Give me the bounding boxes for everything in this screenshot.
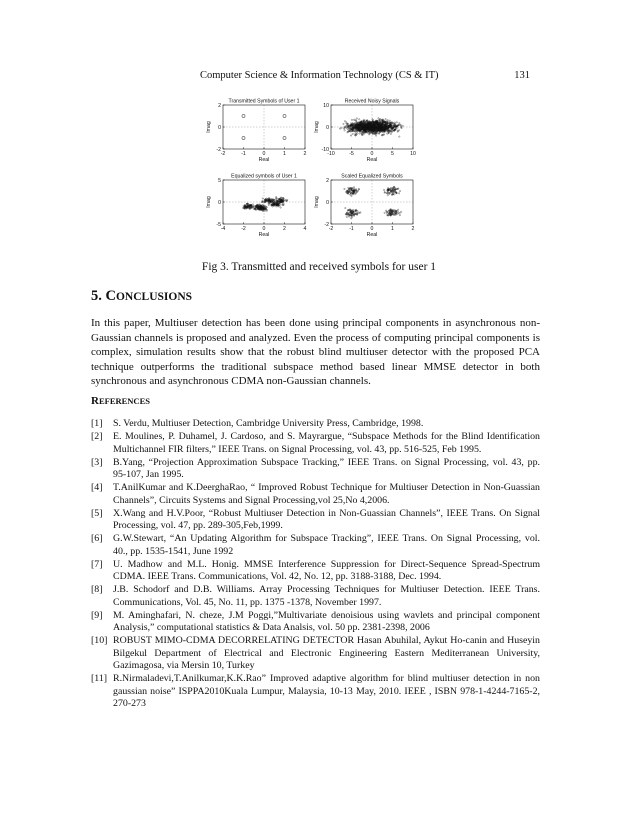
subplot-title: Equalized symbols of User 1 — [231, 173, 297, 180]
x-tick-label: 1 — [283, 151, 286, 157]
y-tick-label: -2 — [324, 221, 329, 228]
data-point — [375, 135, 376, 136]
y-tick-label: 0 — [218, 124, 221, 131]
data-point — [346, 125, 347, 126]
data-point — [346, 216, 347, 217]
data-point — [341, 127, 342, 128]
data-point — [387, 195, 388, 196]
data-point — [252, 204, 253, 205]
reference-item — [91, 584, 540, 609]
data-point — [397, 131, 398, 132]
data-point — [389, 120, 390, 121]
y-axis-label: Imag — [206, 196, 212, 208]
reference-number: [7] — [91, 558, 103, 570]
data-point — [383, 189, 384, 190]
reference-item — [91, 508, 540, 533]
x-tick-label: 0 — [262, 151, 266, 157]
data-point — [397, 209, 398, 210]
data-point — [348, 187, 349, 188]
x-tick-label: 10 — [410, 151, 416, 157]
journal-title: Computer Science & Information Technology (CS & IT) — [200, 70, 439, 81]
data-point — [378, 118, 379, 119]
reference-item — [91, 559, 540, 584]
point-cluster — [344, 187, 360, 197]
data-point — [397, 213, 398, 214]
data-point — [384, 212, 385, 213]
data-point — [390, 133, 391, 134]
data-point — [283, 203, 284, 204]
y-tick-label: 2 — [326, 177, 329, 184]
data-point — [359, 119, 360, 120]
y-tick-label: 2 — [218, 102, 221, 109]
page-number: 131 — [514, 70, 530, 81]
data-point — [344, 130, 345, 131]
data-point — [388, 211, 389, 212]
data-point — [350, 135, 351, 136]
data-point — [351, 195, 352, 196]
point-cluster — [384, 208, 402, 216]
x-tick-label: -10 — [327, 151, 335, 157]
data-point — [283, 114, 286, 117]
data-point — [353, 119, 354, 120]
y-axis-label: Imag — [206, 121, 212, 133]
conclusions-paragraph: In this paper, Multiuser detection has been done using principal components in asynchronous non-Gaussian channels is proposed and analyzed. Even the process of computing principal components is complex, simulation results show that the robust blind multiuser detector with the proposed PCA technique outperforms the traditional subspace method based linear MMSE detector in both synchronous and asynchronous CDMA non-Gaussian channels. — [91, 317, 540, 388]
subplot-title: Received Noisy Signals — [344, 98, 400, 105]
data-point — [396, 122, 397, 123]
data-point — [283, 136, 286, 139]
data-point — [351, 119, 352, 120]
reference-item — [91, 673, 540, 711]
references-title-initial: R — [91, 395, 99, 407]
x-tick-label: 4 — [303, 226, 307, 232]
reference-item — [91, 482, 540, 507]
y-axis-label: Imag — [314, 196, 320, 208]
reference-number: [11] — [91, 673, 108, 684]
reference-text: B.Yang, “Projection Approximation Subspace Tracking,” IEEE Trans. on Signal Processing, vol. 43, pp. 95-107, Jan 1995. — [113, 456, 540, 480]
reference-number: [1] — [91, 418, 103, 429]
data-point — [363, 133, 364, 134]
data-point — [385, 118, 386, 119]
point-cluster — [383, 186, 400, 196]
reference-item — [91, 635, 540, 673]
data-point — [343, 123, 344, 124]
data-point — [350, 123, 351, 124]
reference-text: S. Verdu, Multiuser Detection, Cambridge University Press, Cambridge, 1998. — [113, 418, 424, 429]
reference-item — [91, 457, 540, 482]
references-heading — [91, 395, 150, 407]
y-tick-label: 5 — [218, 177, 221, 184]
reference-number: [6] — [91, 533, 103, 544]
reference-text: G.W.Stewart, “An Updating Algorithm for Subspace Tracking”, IEEE Trans. On Signal Processing, vol. 40., pp. 1535-1541, June 1992 — [113, 533, 540, 557]
data-point — [242, 136, 245, 139]
y-tick-label: 0 — [218, 199, 221, 206]
x-tick-label: 0 — [262, 226, 266, 232]
section-title-rest: ONCLUSIONS — [115, 291, 193, 303]
x-tick-label: 2 — [303, 151, 307, 157]
reference-text: U. Madhow and M.L. Honig. MMSE Interference Suppression for Direct-Sequence Spread-Spectrum CDMA. IEEE Trans. Communications, Vol. 42, No. 12, pp. 3188-3188, Dec. 1994. — [113, 558, 540, 582]
x-tick-label: -5 — [349, 151, 354, 157]
data-point — [280, 207, 281, 208]
x-tick-label: -2 — [241, 226, 246, 232]
data-point — [399, 214, 400, 215]
data-point — [399, 212, 400, 213]
x-tick-label: 5 — [391, 151, 394, 157]
data-point — [357, 190, 358, 191]
data-point — [388, 193, 389, 194]
data-point — [401, 211, 402, 212]
x-tick-label: -2 — [220, 151, 226, 157]
reference-number: [8] — [91, 584, 103, 595]
x-tick-label: 0 — [370, 226, 374, 232]
reference-item — [91, 533, 540, 558]
reference-number: [5] — [91, 507, 103, 519]
x-axis-label: Real — [258, 232, 270, 238]
figure-caption: Fig 3. Transmitted and received symbols for user 1 — [201, 261, 437, 273]
data-point — [266, 210, 267, 211]
data-point — [275, 196, 276, 197]
data-point — [268, 197, 269, 198]
symbols-figure — [195, 90, 435, 250]
y-tick-label: 0 — [326, 199, 329, 206]
reference-text: X.Wang and H.V.Poor, “Robust Multiuser Detection in Non-Guassian Channels”, IEEE Trans. On Signal Processing, vol. 47, pp. 289-305,Feb,1999. — [113, 507, 540, 531]
data-point — [339, 128, 340, 129]
data-point — [262, 198, 263, 199]
reference-text: E. Moulines, P. Duhamel, J. Cardoso, and S. Mayrargue, “Subspace Methods for the Blind Identification Multichannel FIR filters,” IEEE Trans. on Signal Processing, vol. 43, pp. 516-525, Feb 1995. — [113, 431, 540, 455]
section-title-initial: C — [105, 288, 116, 304]
data-point — [398, 193, 399, 194]
x-tick-label: 1 — [391, 226, 394, 232]
data-point — [352, 133, 353, 134]
reference-item — [91, 418, 540, 431]
reference-number: [10] — [91, 635, 108, 646]
point-cluster — [242, 203, 254, 210]
y-tick-label: 0 — [326, 124, 329, 131]
point-cluster — [345, 207, 361, 219]
x-tick-label: -1 — [349, 226, 354, 232]
x-tick-label: 2 — [411, 226, 415, 232]
data-point — [344, 121, 345, 122]
data-point — [399, 190, 400, 191]
data-point — [398, 130, 399, 131]
y-tick-label: -10 — [321, 146, 329, 153]
data-point — [359, 133, 360, 134]
reference-text: M. Aminghafari, N. cheze, J.M Poggi,”Multivariate denoisious using wavlets and principal component Analysis,” computational statistics & Data Analsis, vol. 50 pp. 2381-2398, 2006 — [113, 609, 540, 633]
data-point — [368, 134, 369, 135]
subplot-title: Scaled Equalized Symbols — [341, 173, 403, 180]
subplot-title: Transmitted Symbols of User 1 — [228, 98, 300, 105]
point-cluster — [339, 118, 403, 138]
y-axis-label: Imag — [314, 121, 320, 133]
data-point — [402, 125, 403, 126]
data-point — [394, 214, 395, 215]
data-point — [344, 188, 345, 189]
x-tick-label: -4 — [220, 226, 226, 232]
x-tick-label: 2 — [283, 226, 286, 232]
reference-number: [3] — [91, 456, 103, 468]
references-list — [91, 418, 540, 711]
data-point — [348, 216, 349, 217]
y-tick-label: -5 — [216, 221, 221, 228]
data-point — [372, 133, 373, 134]
reference-item — [91, 610, 540, 635]
reference-text: ROBUST MIMO-CDMA DECORRELATING DETECTOR Hasan Abuhilal, Aykut Ho-canin and Huseyin Bilgekul Department of Electrical and Electronic Engineering Eastern Mediterranean University, Gazimagosa, via Mersin 10, Turkey — [113, 635, 540, 671]
x-tick-label: 0 — [370, 151, 374, 157]
x-tick-label: -1 — [241, 151, 246, 157]
y-tick-label: -2 — [216, 146, 221, 153]
y-tick-label: 10 — [323, 102, 329, 109]
data-point — [266, 198, 267, 199]
references-title-rest: EFERENCES — [98, 396, 150, 406]
data-point — [399, 136, 400, 137]
x-axis-label: Real — [366, 157, 378, 163]
x-tick-label: -2 — [328, 226, 334, 232]
reference-number: [2] — [91, 431, 103, 442]
reference-text: J.B. Schodorf and D.B. Williams. Array Processing Techniques for Multiuser Detection. IEEE Trans. Communications, Vol. 45, No. 11, pp. 1375 -1378, November 1997. — [113, 584, 540, 608]
reference-item — [91, 431, 540, 456]
data-point — [387, 213, 388, 214]
x-axis-label: Real — [366, 232, 378, 238]
data-point — [272, 206, 273, 207]
conclusions-heading — [91, 288, 192, 305]
data-point — [387, 120, 388, 121]
x-axis-label: Real — [258, 157, 270, 163]
reference-text: R.Nirmaladevi,T.Anilkumar,K.K.Rao” Improved adaptive algorithm for blind multiuser detection in non gaussian noise” ISPPA2010Kuala Lumpur, Malaysia, 10-13 May, 2010. IEEE , ISBN 978-1-4244-7165-2, 270-273 — [113, 673, 540, 709]
data-point — [395, 214, 396, 215]
reference-number: [4] — [91, 482, 103, 493]
data-point — [345, 207, 346, 208]
data-point — [399, 123, 400, 124]
running-header — [200, 70, 530, 81]
reference-text: T.AnilKumar and K.DeerghaRao, “ Improved Robust Technique for Multiuser Detection in Non-Guassian Channels”, Circuits Systems and Signal Processing,vol 25,No 4,2006. — [113, 482, 540, 506]
data-point — [242, 114, 245, 117]
data-point — [353, 187, 354, 188]
reference-number: [9] — [91, 609, 103, 621]
data-point — [356, 118, 357, 119]
section-number: 5. — [91, 288, 102, 304]
